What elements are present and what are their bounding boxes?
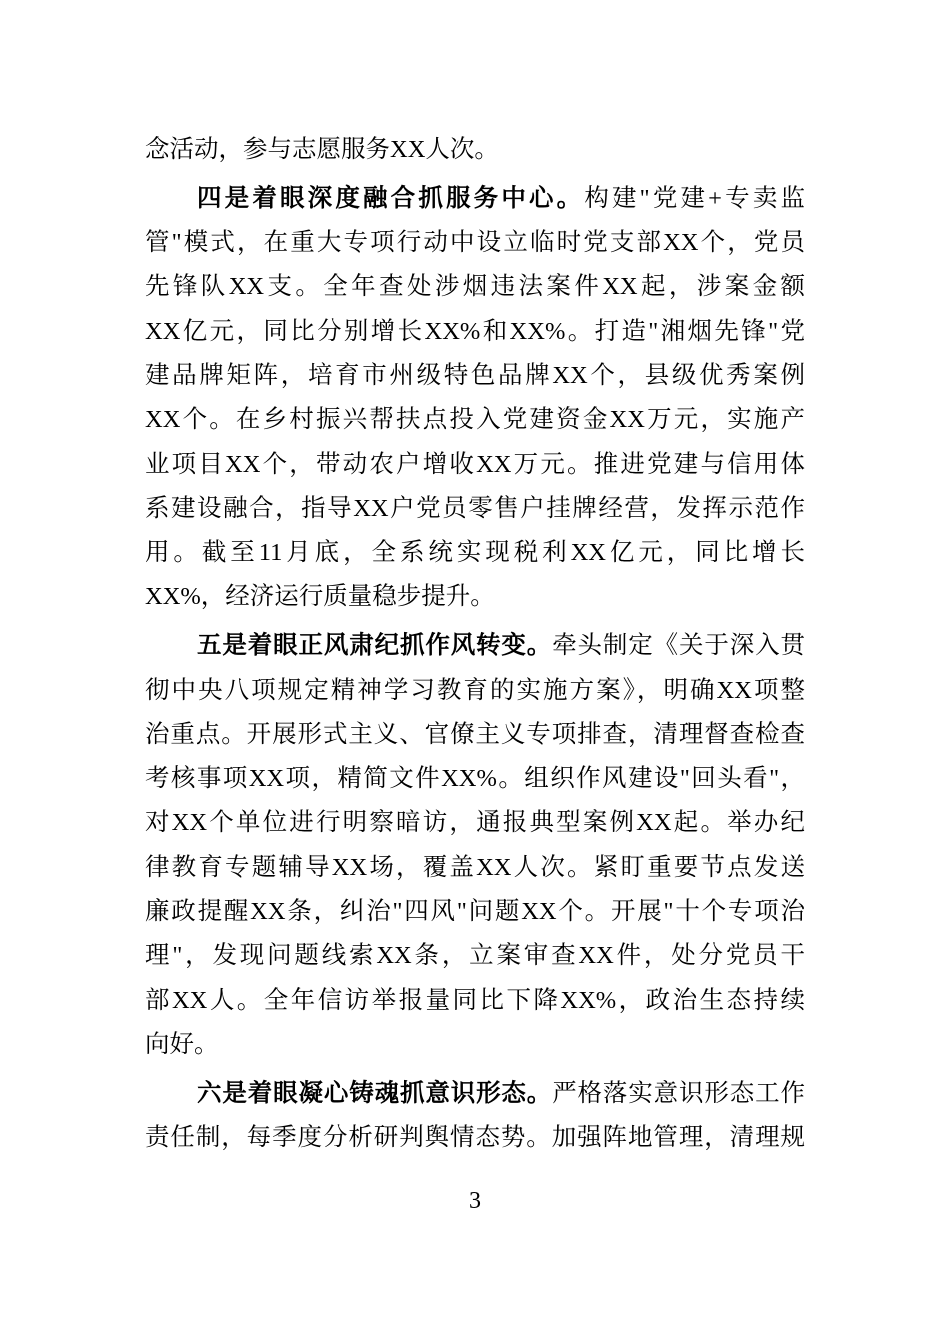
- line-text: 考核事项XX项，精简文件XX%。组织作风建设"回头看"，: [145, 765, 805, 793]
- line-text: 对XX个单位进行明察暗访，通报典型案例XX起。举办纪: [145, 809, 805, 837]
- line-text: 建品牌矩阵，培育市州级特色品牌XX个，县级优秀案例: [145, 361, 805, 389]
- text-line: [145, 177, 805, 221]
- text-line: [145, 757, 805, 801]
- line-text: 彻中央八项规定精神学习教育的实施方案》，明确XX项整: [145, 676, 805, 704]
- line-text: 廉政提醒XX条，纠治"四风"问题XX个。开展"十个专项治: [145, 898, 805, 926]
- text-line: [145, 354, 805, 398]
- document-body: [145, 128, 805, 1165]
- text-line: [145, 979, 805, 1023]
- page-number: 3: [469, 1188, 481, 1214]
- text-line: [145, 1116, 805, 1160]
- text-line: [145, 713, 805, 757]
- line-text: 用。截至11月底，全系统实现税利XX亿元，同比增长: [145, 539, 805, 567]
- paragraph: [145, 177, 805, 620]
- text-line: [145, 265, 805, 309]
- line-text: XX个。在乡村振兴帮扶点投入党建资金XX万元，实施产: [145, 406, 805, 434]
- line-text: XX亿元，同比分别增长XX%和XX%。打造"湘烟先锋"党: [145, 317, 805, 345]
- line-text: 部XX人。全年信访举报量同比下降XX%，政治生态持续: [145, 986, 805, 1014]
- text-line: [145, 624, 805, 668]
- line-text: 严格落实意识形态工作: [552, 1079, 806, 1107]
- text-line: [145, 221, 805, 265]
- text-line: [145, 398, 805, 442]
- text-line: [145, 801, 805, 845]
- text-line: [145, 128, 805, 172]
- text-line: [145, 487, 805, 531]
- line-text: 治重点。开展形式主义、官僚主义专项排查，清理督查检查: [145, 720, 805, 748]
- text-line: [145, 575, 805, 619]
- text-line: [145, 1072, 805, 1116]
- paragraph: [145, 1072, 805, 1161]
- text-line: [145, 934, 805, 978]
- text-line: [145, 846, 805, 890]
- line-text: 系建设融合，指导XX户党员零售户挂牌经营，发挥示范作: [145, 494, 805, 522]
- text-line: [145, 1023, 805, 1067]
- line-text: 业项目XX个，带动农户增收XX万元。推进党建与信用体: [145, 450, 805, 478]
- paragraph-lead-heading: 四是着眼深度融合抓服务中心。: [197, 184, 585, 212]
- text-line: [145, 310, 805, 354]
- line-text: 律教育专题辅导XX场，覆盖XX人次。紧盯重要节点发送: [145, 853, 805, 881]
- line-text: 先锋队XX支。全年查处涉烟违法案件XX起，涉案金额: [145, 273, 805, 301]
- line-text: 构建"党建+专卖监: [584, 184, 805, 212]
- paragraph: [145, 128, 805, 172]
- line-text: 向好。: [145, 1030, 219, 1058]
- line-text: 理"，发现问题线索XX条，立案审查XX件，处分党员干: [145, 942, 805, 970]
- paragraph: [145, 624, 805, 1067]
- text-line: [145, 531, 805, 575]
- line-text: 念活动，参与志愿服务XX人次。: [145, 136, 499, 163]
- line-text: XX%，经济运行质量稳步提升。: [145, 583, 495, 611]
- text-line: [145, 890, 805, 934]
- line-text: 管"模式，在重大专项行动中设立临时党支部XX个，党员: [145, 229, 805, 257]
- line-text: 责任制，每季度分析研判舆情态势。加强阵地管理，清理规: [145, 1124, 805, 1152]
- line-text: 牵头制定《关于深入贯: [552, 632, 806, 660]
- text-line: [145, 443, 805, 487]
- paragraph-lead-heading: 五是着眼正风肃纪抓作风转变。: [197, 632, 553, 660]
- paragraph-lead-heading: 六是着眼凝心铸魂抓意识形态。: [197, 1079, 553, 1107]
- text-line: [145, 669, 805, 713]
